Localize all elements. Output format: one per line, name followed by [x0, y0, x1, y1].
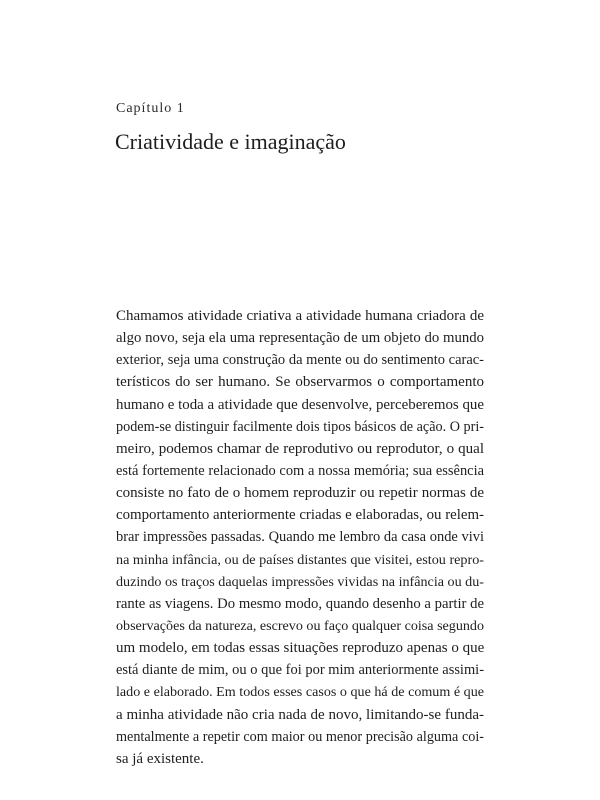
chapter-title: Criatividade e imaginação	[115, 129, 346, 154]
text-line: algo novo, seja ela uma representação de um objeto do mundo	[116, 330, 484, 347]
text-line: sa já existente.	[116, 750, 204, 767]
text-line: a minha atividade não cria nada de novo, limitando-se funda-	[116, 706, 484, 723]
text-line: terísticos do ser humano. Se observarmos o comportamento	[116, 374, 484, 391]
text-line: consiste no fato de o homem reproduzir ou repetir normas de	[116, 485, 484, 502]
text-line: meiro, podemos chamar de reprodutivo ou reprodutor, o qual	[116, 440, 484, 457]
text-line: na minha infância, ou de países distantes que visitei, estou repro-	[116, 551, 484, 568]
text-line: comportamento anteriormente criadas e elaboradas, ou relem-	[116, 507, 484, 524]
text-line: podem-se distinguir facilmente dois tipos básicos de ação. O pri-	[116, 418, 484, 435]
text-line: mentalmente a repetir com maior ou menor precisão alguma coi-	[116, 728, 484, 745]
text-line: observações da natureza, escrevo ou faço qualquer coisa segundo	[116, 617, 484, 634]
chapter-label: Capítulo 1	[116, 101, 185, 116]
text-line: brar impressões passadas. Quando me lembro da casa onde vivi	[116, 529, 484, 546]
text-line: exterior, seja uma construção da mente ou do sentimento carac-	[116, 352, 484, 369]
text-line: está fortemente relacionado com a nossa memória; sua essência	[116, 462, 484, 479]
text-line: um modelo, em todas essas situações reproduzo apenas o que	[116, 640, 485, 657]
text-line: rante as viagens. Do mesmo modo, quando desenho a partir de	[116, 595, 484, 612]
body-paragraph	[116, 305, 484, 770]
text-line: Chamamos atividade criativa a atividade humana criadora de	[116, 308, 484, 324]
text-line: lado e elaborado. Em todos esses casos o que há de comum é que	[116, 684, 484, 701]
text-line: duzindo os traços daquelas impressões vividas na infância ou du-	[116, 573, 484, 590]
text-line: humano e toda a atividade que desenvolve, perceberemos que	[116, 396, 484, 413]
text-line: está diante de mim, ou o que foi por mim anteriormente assimi-	[116, 662, 484, 679]
